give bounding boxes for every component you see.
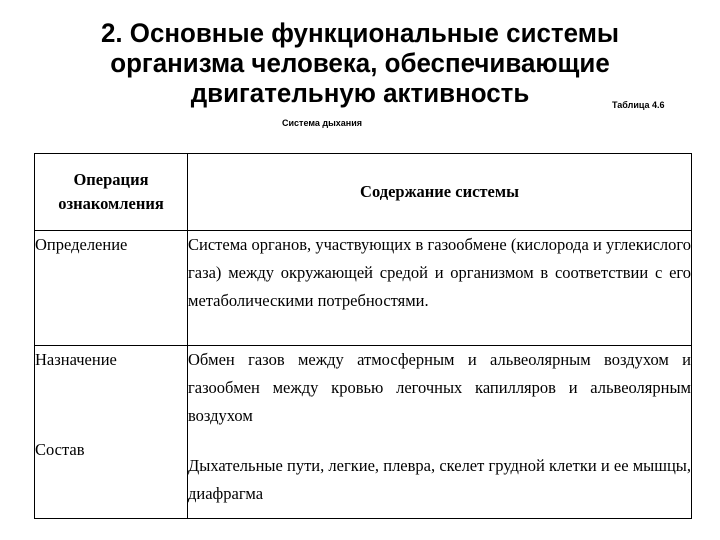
- row-content-purpose: Обмен газов между атмосферным и альвеолярным воздухом и газообмен между кровью легочных капилляров и альвеолярным воздухом: [188, 350, 691, 425]
- row-term-purpose: Назначение: [35, 350, 117, 369]
- table-number: Таблица 4.6: [612, 100, 665, 110]
- table-header-row: [35, 154, 692, 231]
- header-operation: Операция ознакомления: [35, 154, 188, 231]
- table-row: [35, 346, 692, 519]
- title-line-1: 2. Основные функциональные системы: [100, 18, 620, 48]
- row-term-definition: Определение: [35, 231, 188, 346]
- row-content-group: [188, 346, 692, 519]
- title-line-2: организма человека, обеспечивающие: [110, 48, 610, 78]
- row-term-group: [35, 346, 188, 519]
- header-content: Содержание системы: [188, 154, 692, 231]
- table-caption: Система дыхания: [282, 118, 363, 128]
- row-content-definition: Система органов, участвующих в газообмене (кислорода и углекислого газа) между окружающей средой и организмом в соответствии с его метаболическими потребностями.: [188, 231, 692, 346]
- table-row: [35, 231, 692, 346]
- row-content-composition: Дыхательные пути, легкие, плевра, скелет грудной клетки и ее мышцы, диафрагма: [188, 456, 691, 503]
- title-line-3: двигательную активность: [190, 78, 530, 108]
- row-term-composition: Состав: [35, 440, 85, 459]
- slide-title: [53, 18, 667, 108]
- respiratory-system-table: [34, 153, 692, 519]
